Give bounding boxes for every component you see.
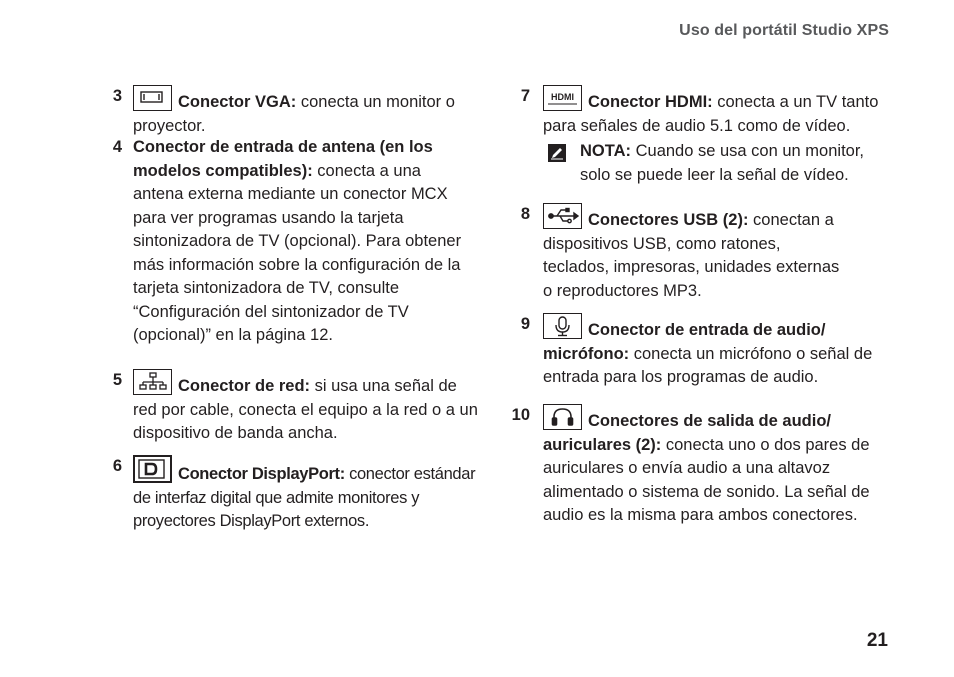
- hdmi-icon-label: HDMI: [551, 92, 574, 102]
- item-term: Conector VGA:: [178, 93, 297, 111]
- item-number: 9: [520, 315, 530, 333]
- item-number: 7: [520, 87, 530, 105]
- item-number: 4: [112, 138, 122, 156]
- note-text: Cuando se usa con un monitor, solo se puede leer la señal de vídeo.: [580, 142, 864, 184]
- item-text: conecta uno o dos pares de auriculares o envía audio a una altavoz alimentado o sistema de sonido. La señal de audio es la misma para ambos conectores.: [543, 435, 870, 524]
- vga-port-icon: [133, 85, 172, 111]
- note-pencil-icon: [547, 143, 567, 163]
- item-text: conectan a dispositivos USB, como ratones, teclados, impresoras, unidades externas o reproductores MP3.: [543, 211, 840, 300]
- item-number: 5: [112, 371, 122, 389]
- item-term: Conector de red:: [178, 377, 311, 395]
- note-label: NOTA:: [580, 142, 632, 160]
- usb-icon: [543, 203, 582, 229]
- item-term: Conectores USB (2):: [588, 211, 749, 229]
- item-number: 3: [112, 87, 122, 105]
- item-text: conecta a un TV tanto para señales de audio 5.1 como de vídeo.: [543, 93, 879, 135]
- network-icon: [133, 369, 172, 395]
- item-text: conector estándar de interfaz digital que admite monitores y proyectores DisplayPort externos.: [133, 465, 476, 530]
- note-box: [547, 140, 887, 187]
- item-term: Conector de entrada de audio/ micrófono:: [543, 321, 826, 363]
- item-number: 8: [520, 205, 530, 223]
- running-header: Uso del portátil Studio XPS: [679, 22, 889, 39]
- item-text: conecta un micrófono o señal de entrada para los programas de audio.: [543, 344, 873, 386]
- item-term: Conector HDMI:: [588, 93, 713, 111]
- item-text: si usa una señal de red por cable, conecta el equipo a la red o a un dispositivo de banda ancha.: [133, 377, 478, 442]
- item-term: Conector de entrada de antena (en los modelos compatibles):: [133, 138, 433, 180]
- displayport-icon: [133, 455, 172, 483]
- page-number: 21: [866, 630, 888, 651]
- item-text: conecta a una antena externa mediante un conector MCX para ver programas usando la tarjeta sintonizadora de TV (opcional). Para obtener más información sobre la configuración de la tarjeta sintonizadora de TV, consulte “Configuración del sintonizador de TV (opcional)” en la página 12.: [133, 161, 462, 344]
- item-term: Conectores de salida de audio/ auriculares (2):: [543, 412, 831, 454]
- hdmi-icon: [543, 85, 582, 111]
- item-number: 6: [112, 457, 122, 475]
- item-text: conecta un monitor o proyector.: [133, 93, 455, 135]
- microphone-icon: [543, 313, 582, 339]
- item-number: 10: [511, 406, 530, 424]
- item-term: Conector DisplayPort:: [178, 465, 345, 483]
- headphones-icon: [543, 404, 582, 430]
